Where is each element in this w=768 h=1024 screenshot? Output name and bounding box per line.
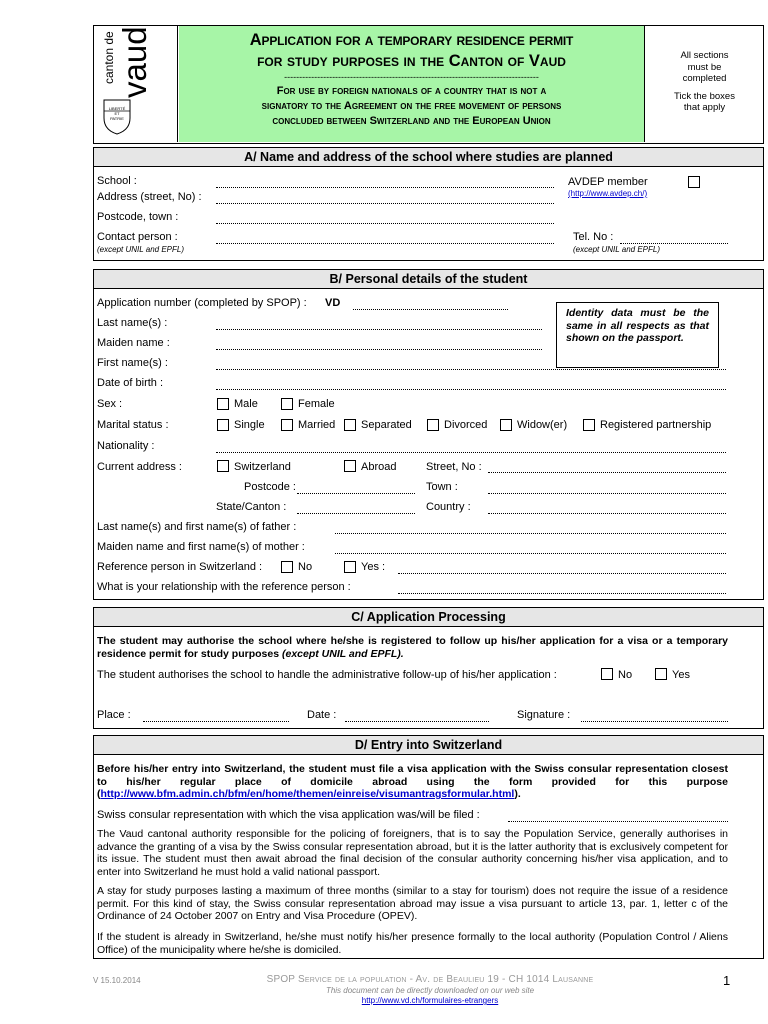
partnership-checkbox[interactable]	[583, 419, 595, 431]
mother-field[interactable]	[335, 553, 726, 554]
town-field[interactable]	[488, 493, 726, 494]
married-label: Married	[298, 419, 336, 431]
postcode-field[interactable]	[297, 493, 415, 494]
date-field[interactable]	[345, 721, 489, 722]
place-field[interactable]	[143, 721, 289, 722]
avdep-checkbox[interactable]	[688, 176, 700, 188]
last-names-field[interactable]	[216, 329, 542, 330]
avdep-label: AVDEP member	[568, 176, 648, 188]
abroad-label: Abroad	[361, 461, 397, 473]
form-subtitle-line2: signatory to the Agreement on the free movement of persons	[261, 100, 562, 112]
address-label: Address (street, No) :	[97, 191, 202, 203]
signature-field[interactable]	[581, 721, 728, 722]
form-title-line2: for study purposes in the Canton of Vaud	[257, 52, 566, 70]
current-address-label: Current address :	[97, 461, 182, 473]
form-version: V 15.10.2014	[93, 976, 141, 985]
town-label: Town :	[426, 481, 458, 493]
married-checkbox[interactable]	[281, 419, 293, 431]
section-b-title: B/ Personal details of the student	[94, 270, 763, 289]
logo-motto-3: PATRIE	[110, 116, 124, 121]
section-c-title: C/ Application Processing	[94, 608, 763, 627]
authorise-yes-checkbox[interactable]	[655, 668, 667, 680]
app-number-prefix: VD	[325, 297, 341, 309]
authorise-label: The student authorises the school to handle the administrative follow-up of his/her application :	[97, 669, 557, 681]
partnership-label: Registered partnership	[600, 419, 712, 431]
father-label: Last name(s) and first name(s) of father :	[97, 521, 297, 533]
postcode-label: Postcode :	[244, 481, 296, 493]
logo-canton-de: canton de	[102, 31, 116, 84]
tel-note: (except UNIL and EPFL)	[573, 245, 661, 254]
section-d-para1: The Vaud cantonal authority responsible for the policing of foreigners, that is to say the Population Service, generally authorises in advance the granting of a visa by the Swiss consular representation abroad, but it is the latter authority that is exclusively competent for its issue. The student must then await abroad the final decision of the consular authority concerning his/her visa application, and to enter into Switzerland he must hold a valid national passport.	[97, 828, 728, 878]
widow-checkbox[interactable]	[500, 419, 512, 431]
page-number: 1	[723, 973, 731, 988]
male-label: Male	[234, 398, 258, 410]
instructions-note: All sections must be completed Tick the boxes that apply	[674, 50, 735, 113]
consular-label: Swiss consular representation with which the visa application was/will be filed :	[97, 809, 480, 821]
reference-person-label: Reference person in Switzerland :	[97, 561, 263, 573]
mother-label: Maiden name and first name(s) of mother :	[97, 541, 305, 553]
separated-checkbox[interactable]	[344, 419, 356, 431]
app-number-field[interactable]	[353, 309, 508, 310]
place-label: Place :	[97, 709, 131, 721]
contact-person-field[interactable]	[216, 243, 554, 244]
nationality-label: Nationality :	[97, 440, 155, 452]
title-banner	[179, 26, 645, 142]
avdep-link[interactable]: (http://www.avdep.ch/)	[568, 189, 648, 198]
marital-status-label: Marital status :	[97, 419, 169, 431]
first-names-label: First name(s) :	[97, 357, 168, 369]
section-d-title: D/ Entry into Switzerland	[94, 736, 763, 755]
single-label: Single	[234, 419, 265, 431]
relationship-field[interactable]	[398, 593, 726, 594]
reference-yes-label: Yes :	[361, 561, 386, 573]
authorise-yes-label: Yes	[672, 669, 690, 681]
divorced-label: Divorced	[444, 419, 488, 431]
footer-download-note: This document can be directly downloaded on our web site	[325, 986, 535, 995]
school-field[interactable]	[216, 187, 554, 188]
section-d-para3: If the student is already in Switzerland, he/she must notify his/her presence formally to the local authority (Population Control / Aliens Office) of the municipality where he/she is domiciled.	[97, 931, 728, 956]
logo-motto-1: LIBERTÉ	[108, 106, 126, 111]
tel-field[interactable]	[620, 243, 728, 244]
footer-address: SPOP Service de la population - Av. de Beaulieu 19 - CH 1014 Lausanne	[266, 974, 594, 985]
tel-label: Tel. No :	[573, 231, 614, 243]
form-title-line1: Application for a temporary residence permit	[249, 31, 574, 49]
maiden-name-label: Maiden name :	[97, 337, 170, 349]
identity-note-text: Identity data must be the same in all respects as that shown on the passport.	[566, 307, 709, 344]
father-field[interactable]	[335, 533, 726, 534]
relationship-label: What is your relationship with the reference person :	[97, 581, 351, 593]
postcode-town-label: Postcode, town :	[97, 211, 179, 223]
authorise-no-label: No	[618, 669, 633, 681]
date-label: Date :	[307, 709, 337, 721]
state-canton-label: State/Canton :	[216, 501, 287, 513]
divorced-checkbox[interactable]	[427, 419, 439, 431]
consular-field[interactable]	[508, 821, 728, 822]
school-label: School :	[97, 175, 137, 187]
contact-person-label: Contact person :	[97, 231, 178, 243]
visa-form-link[interactable]: http://www.bfm.admin.ch/bfm/en/home/themen/einreise/visumantragsformular.html	[100, 788, 515, 800]
title-divider: -------------------------------------------------------------------------------------	[284, 72, 539, 82]
switzerland-checkbox[interactable]	[217, 460, 229, 472]
app-number-label: Application number (completed by SPOP) :	[97, 297, 307, 309]
first-names-field[interactable]	[216, 369, 726, 370]
dob-label: Date of birth :	[97, 377, 164, 389]
identity-note-box	[556, 302, 719, 368]
canton-logo	[94, 26, 178, 142]
last-names-label: Last name(s) :	[97, 317, 168, 329]
address-field[interactable]	[216, 203, 554, 204]
switzerland-label: Switzerland	[234, 461, 291, 473]
nationality-field[interactable]	[216, 452, 726, 453]
abroad-checkbox[interactable]	[344, 460, 356, 472]
reference-no-checkbox[interactable]	[281, 561, 293, 573]
postcode-town-field[interactable]	[216, 223, 554, 224]
female-checkbox[interactable]	[281, 398, 293, 410]
signature-label: Signature :	[517, 709, 571, 721]
male-checkbox[interactable]	[217, 398, 229, 410]
section-d-visa-instructions: Before his/her entry into Switzerland, the student must file a visa application with the Swiss consular representation closest to his/her regular place of domicile abroad using the form provided for this purpose (http://www.bfm.admin.ch/bfm/en/home/themen/einreise/visumantragsformular.html).	[97, 763, 728, 800]
logo-motto-2: ET	[114, 111, 120, 116]
separated-label: Separated	[361, 419, 412, 431]
state-canton-field[interactable]	[297, 513, 415, 514]
reference-person-field[interactable]	[398, 573, 726, 574]
contact-person-note: (except UNIL and EPFL)	[97, 245, 185, 254]
form-subtitle-line1: For use by foreign nationals of a country that is not a	[276, 85, 547, 97]
reference-yes-checkbox[interactable]	[344, 561, 356, 573]
country-field[interactable]	[488, 513, 726, 514]
section-d-para2: A stay for study purposes lasting a maximum of three months (similar to a stay for tourism) does not require the issue of a residence permit. For this kind of stay, the Swiss consular representation abroad may issue a visa pursuant to article 13, par. 1, letter c of the Ordinance of 24 October 2007 on Entry and Visa Procedure (OPEV).	[97, 885, 728, 922]
authorise-no-checkbox[interactable]	[601, 668, 613, 680]
street-field[interactable]	[488, 472, 726, 473]
sex-label: Sex :	[97, 398, 123, 410]
logo-vaud: vaud	[116, 26, 153, 98]
section-a-title: A/ Name and address of the school where studies are planned	[94, 148, 763, 167]
form-subtitle-line3: concluded between Switzerland and the European Union	[272, 115, 551, 127]
header-frame	[93, 25, 764, 144]
forms-website-link[interactable]: http://www.vd.ch/formulaires-etrangers	[361, 996, 499, 1005]
country-label: Country :	[426, 501, 471, 513]
widow-label: Widow(er)	[517, 419, 568, 431]
dob-field[interactable]	[216, 389, 726, 390]
female-label: Female	[298, 398, 335, 410]
maiden-name-field[interactable]	[216, 349, 542, 350]
street-label: Street, No :	[426, 461, 482, 473]
reference-no-label: No	[298, 561, 313, 573]
section-c-intro: The student may authorise the school where he/she is registered to follow up his/her application for a visa or a temporary residence permit for study purposes (except UNIL and EPFL).	[97, 635, 728, 660]
single-checkbox[interactable]	[217, 419, 229, 431]
